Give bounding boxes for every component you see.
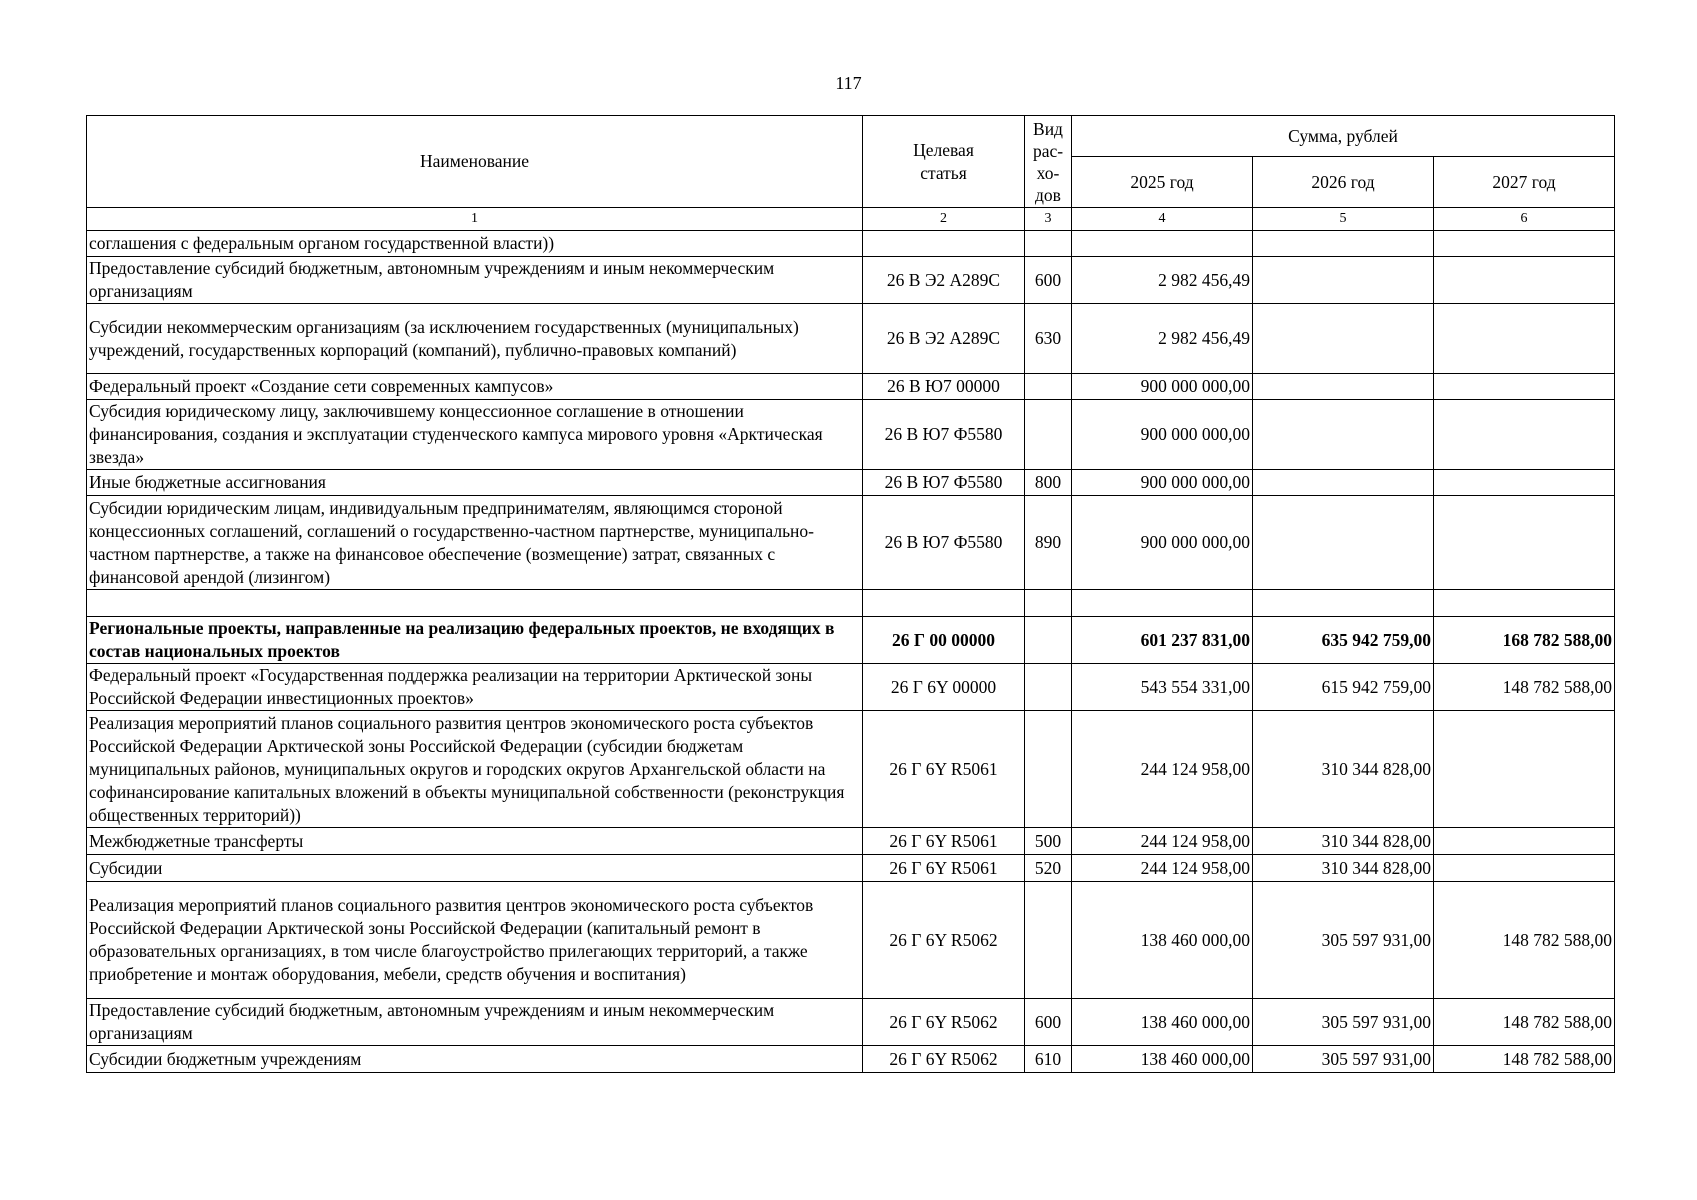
row-sum-2027-cell [1434,711,1615,828]
row-sum-2025-cell: 138 460 000,00 [1072,882,1253,999]
header-year-2027: 2027 год [1434,157,1615,208]
header-vid-line: рас- [1032,140,1064,161]
row-target-article-cell: 26 Г 6Y R5061 [863,711,1025,828]
row-sum-2026-cell [1253,374,1434,400]
budget-table [86,115,1615,1073]
row-sum-2025-cell: 2 982 456,49 [1072,304,1253,374]
header-target-article [863,116,1025,208]
row-sum-2027-cell [1434,374,1615,400]
page-number: 117 [835,73,862,93]
row-name-cell: Предоставление субсидий бюджетным, автономным учреждениям и иным некоммерческим организациям [87,257,863,304]
row-expense-type-cell [1025,231,1072,257]
row-sum-2027-cell [1434,470,1615,496]
row-sum-2025-cell: 244 124 958,00 [1072,855,1253,882]
row-name-cell: Субсидии юридическим лицам, индивидуальным предпринимателям, являющимся стороной концессионных соглашений, соглашений о государственно-частном партнерстве, муниципально-частном партнерстве, а также на финансовое обеспечение (возмещение) затрат, связанных с финансовой арендой (лизингом) [87,496,863,590]
row-sum-2025-cell: 244 124 958,00 [1072,711,1253,828]
table-row [87,664,1615,711]
column-number: 6 [1434,208,1615,231]
header-vid-line: Вид [1033,118,1063,139]
row-sum-2026-cell: 305 597 931,00 [1253,1046,1434,1073]
row-target-article-cell: 26 Г 6Y R5061 [863,828,1025,855]
row-sum-2026-cell: 310 344 828,00 [1253,711,1434,828]
row-sum-2025-cell: 244 124 958,00 [1072,828,1253,855]
row-target-article-cell: 26 Г 6Y 00000 [863,664,1025,711]
row-target-article-cell: 26 В Ю7 Ф5580 [863,496,1025,590]
row-target-article-cell [863,231,1025,257]
row-sum-2026-cell [1253,231,1434,257]
row-expense-type-cell: 890 [1025,496,1072,590]
header-vid-line: дов [1035,184,1061,205]
row-sum-2027-cell: 148 782 588,00 [1434,1046,1615,1073]
row-target-article-cell: 26 Г 00 00000 [863,617,1025,664]
row-name-cell: Субсидии [87,855,863,882]
table-row [87,711,1615,828]
column-number: 3 [1025,208,1072,231]
row-expense-type-cell: 600 [1025,999,1072,1046]
header-name: Наименование [87,116,863,208]
row-sum-2026-cell [1253,470,1434,496]
table-body [87,231,1615,1073]
table-row [87,882,1615,999]
header-sum: Сумма, рублей [1072,116,1615,157]
row-expense-type-cell: 800 [1025,470,1072,496]
row-sum-2027-cell [1434,257,1615,304]
row-sum-2026-cell: 615 942 759,00 [1253,664,1434,711]
row-sum-2027-cell [1434,304,1615,374]
row-name-cell: Субсидия юридическому лицу, заключившему концессионное соглашение в отношении финансирования, создания и эксплуатации студенческого кампуса мирового уровня «Арктическая звезда» [87,400,863,470]
row-sum-2025-cell [1072,590,1253,617]
table-row [87,828,1615,855]
row-expense-type-cell [1025,711,1072,828]
header-year-2025: 2025 год [1072,157,1253,208]
row-sum-2025-cell: 2 982 456,49 [1072,257,1253,304]
row-sum-2025-cell: 900 000 000,00 [1072,374,1253,400]
row-name-cell: Иные бюджетные ассигнования [87,470,863,496]
table-row [87,470,1615,496]
row-sum-2026-cell: 305 597 931,00 [1253,999,1434,1046]
row-target-article-cell: 26 В Ю7 00000 [863,374,1025,400]
row-sum-2027-cell [1434,400,1615,470]
row-target-article-cell: 26 В Э2 А289С [863,257,1025,304]
row-target-article-cell: 26 Г 6Y R5061 [863,855,1025,882]
table-row [87,999,1615,1046]
row-sum-2027-cell: 148 782 588,00 [1434,999,1615,1046]
row-target-article-cell: 26 Г 6Y R5062 [863,999,1025,1046]
row-name-cell: Субсидии бюджетным учреждениям [87,1046,863,1073]
row-sum-2026-cell: 310 344 828,00 [1253,855,1434,882]
row-expense-type-cell [1025,590,1072,617]
table-row [87,590,1615,617]
table-row [87,855,1615,882]
row-sum-2027-cell: 148 782 588,00 [1434,664,1615,711]
header-target-line2: статья [920,162,967,183]
row-sum-2025-cell: 138 460 000,00 [1072,999,1253,1046]
row-expense-type-cell [1025,400,1072,470]
row-target-article-cell: 26 Г 6Y R5062 [863,882,1025,999]
row-sum-2026-cell [1253,400,1434,470]
row-expense-type-cell: 600 [1025,257,1072,304]
row-expense-type-cell: 630 [1025,304,1072,374]
row-target-article-cell: 26 Г 6Y R5062 [863,1046,1025,1073]
table-row [87,496,1615,590]
row-target-article-cell: 26 В Э2 А289С [863,304,1025,374]
row-target-article-cell: 26 В Ю7 Ф5580 [863,400,1025,470]
row-sum-2027-cell [1434,590,1615,617]
row-sum-2025-cell [1072,231,1253,257]
row-name-cell: Субсидии некоммерческим организациям (за исключением государственных (муниципальных) учреждений, государственных корпораций (компаний), публично-правовых компаний) [87,304,863,374]
row-sum-2025-cell: 601 237 831,00 [1072,617,1253,664]
row-sum-2027-cell [1434,855,1615,882]
row-name-cell: Федеральный проект «Государственная поддержка реализации на территории Арктической зоны Российской Федерации инвестиционных проектов» [87,664,863,711]
column-number: 4 [1072,208,1253,231]
row-name-cell: Межбюджетные трансферты [87,828,863,855]
table-header [87,116,1615,231]
row-name-cell: Предоставление субсидий бюджетным, автономным учреждениям и иным некоммерческим организациям [87,999,863,1046]
row-sum-2026-cell: 635 942 759,00 [1253,617,1434,664]
row-sum-2027-cell: 148 782 588,00 [1434,882,1615,999]
row-sum-2025-cell: 138 460 000,00 [1072,1046,1253,1073]
row-sum-2026-cell: 305 597 931,00 [1253,882,1434,999]
row-sum-2027-cell [1434,496,1615,590]
row-name-cell: Реализация мероприятий планов социального развития центров экономического роста субъектов Российской Федерации Арктической зоны Российской Федерации (субсидии бюджетам муниципальных районов, муниципальных округов и городских округов Архангельской области на софинансирование капитальных вложений в объекты муниципальной собственности (реконструкция общественных территорий)) [87,711,863,828]
row-expense-type-cell [1025,664,1072,711]
row-expense-type-cell: 520 [1025,855,1072,882]
header-expense-type [1025,116,1072,208]
header-vid-line: хо- [1036,162,1060,183]
row-sum-2027-cell [1434,231,1615,257]
table-row [87,617,1615,664]
row-sum-2026-cell [1253,590,1434,617]
row-sum-2027-cell: 168 782 588,00 [1434,617,1615,664]
row-sum-2026-cell: 310 344 828,00 [1253,828,1434,855]
row-sum-2026-cell [1253,257,1434,304]
table-row [87,1046,1615,1073]
row-expense-type-cell [1025,882,1072,999]
row-target-article-cell: 26 В Ю7 Ф5580 [863,470,1025,496]
row-target-article-cell [863,590,1025,617]
header-target-line1: Целевая [913,139,974,160]
row-name-cell: Региональные проекты, направленные на реализацию федеральных проектов, не входящих в состав национальных проектов [87,617,863,664]
row-sum-2026-cell [1253,496,1434,590]
row-name-cell: соглашения с федеральным органом государственной власти)) [87,231,863,257]
row-name-cell: Федеральный проект «Создание сети современных кампусов» [87,374,863,400]
row-sum-2025-cell: 900 000 000,00 [1072,400,1253,470]
table-row [87,231,1615,257]
row-expense-type-cell: 610 [1025,1046,1072,1073]
column-number: 2 [863,208,1025,231]
row-expense-type-cell [1025,617,1072,664]
row-expense-type-cell [1025,374,1072,400]
row-sum-2025-cell: 900 000 000,00 [1072,496,1253,590]
row-sum-2025-cell: 900 000 000,00 [1072,470,1253,496]
row-sum-2026-cell [1253,304,1434,374]
column-number: 5 [1253,208,1434,231]
table-row [87,304,1615,374]
column-number: 1 [87,208,863,231]
table-row [87,257,1615,304]
row-name-cell [87,590,863,617]
table-row [87,400,1615,470]
header-year-2026: 2026 год [1253,157,1434,208]
row-name-cell: Реализация мероприятий планов социального развития центров экономического роста субъектов Российской Федерации Арктической зоны Российской Федерации (капитальный ремонт в образовательных организациях, в том числе благоустройство прилегающих территорий, а также приобретение и монтаж оборудования, мебели, средств обучения и воспитания) [87,882,863,999]
table-row [87,374,1615,400]
row-expense-type-cell: 500 [1025,828,1072,855]
row-sum-2027-cell [1434,828,1615,855]
row-sum-2025-cell: 543 554 331,00 [1072,664,1253,711]
